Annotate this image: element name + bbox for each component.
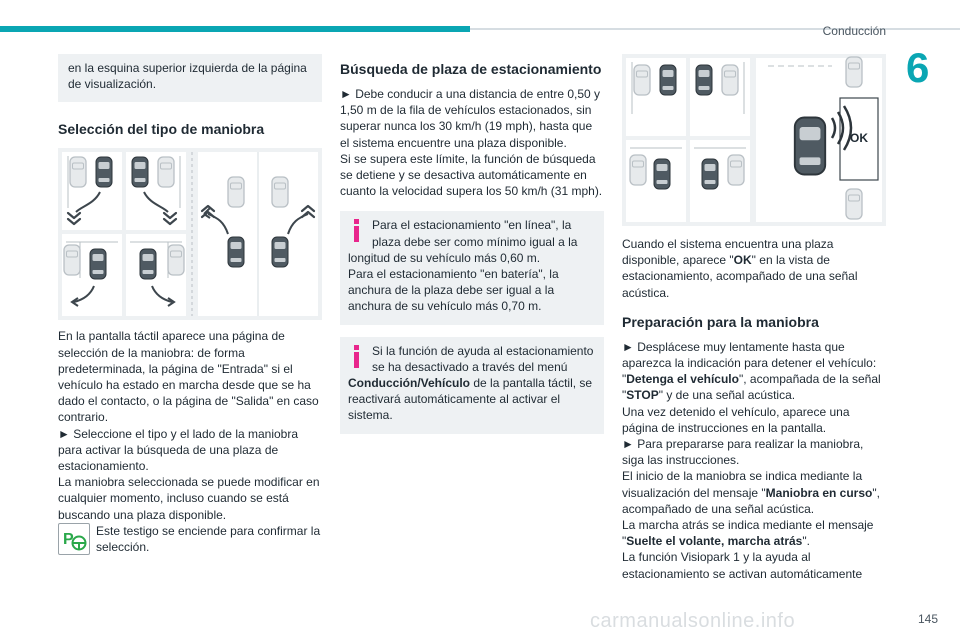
chapter-number: 6 [906, 44, 930, 91]
page-number: 145 [917, 612, 938, 626]
col3-p5-msg: Maniobra en curso [765, 485, 873, 500]
header-rule [470, 28, 960, 30]
col3-p5-post: ", acompañado de una señal acústica. [622, 485, 880, 516]
col3-p2-stop: STOP [626, 388, 659, 403]
col1-paragraph-3: La maniobra seleccionada se puede modificar en cualquier momento, incluso cuando se está buscando una plaza disponible. [58, 475, 320, 522]
maneuver-selection-figure [58, 148, 322, 320]
col1-paragraph-1: En la pantalla táctil aparece una página de selección de la maniobra: de forma predeterminada, la página de "Entrada" si el vehículo ha estado en marcha desde que se ha dado el contacto, o la página de "Salida" en caso contrario. [58, 329, 319, 425]
col1-paragraph-2: ► Seleccione el tipo y el lado de la maniobra para activar la búsqueda de una plaza de estacionamiento. [58, 426, 299, 474]
chapter-title: Conducción [822, 24, 886, 38]
col3-p5-pre: El inicio de la maniobra se indica mediante la visualización del mensaje " [622, 469, 863, 500]
col3-p1-ok: OK [733, 253, 752, 268]
heading-space-search: Búsqueda de plaza de estacionamiento [340, 61, 602, 77]
column-2 [340, 54, 604, 434]
col3-p6-post: ". [802, 534, 810, 549]
column-1 [58, 54, 322, 555]
maneuver-diagram [58, 148, 322, 320]
col2-paragraph-2: Si se supera este límite, la función de búsqueda se detiene y se desactiva automáticamente en cuanto la velocidad supera los 50 km/h (31 mph). [340, 151, 603, 199]
note2-text-pre: Si la función de ayuda al estacionamiento se ha desactivado a través del menú [372, 343, 594, 374]
col3-paragraph-5 [622, 468, 886, 517]
info-note-reactivation-text [348, 343, 596, 424]
header-accent-bar [0, 26, 470, 32]
col3-paragraph-4: ► Para prepararse para realizar la maniobra, siga las instrucciones. [622, 437, 864, 468]
info-note-line: Para el estacionamiento "en línea", la plaza debe ser como mínimo igual a la longitud de su vehículo más 0,60 m. [348, 218, 578, 265]
witness-light-row [58, 523, 322, 555]
column-3 [622, 54, 886, 582]
info-icon [348, 343, 366, 369]
col3-p2-post: " y de una señal acústica. [658, 388, 796, 403]
parking-witness-icon [58, 523, 90, 555]
col3-paragraph-3: Una vez detenido el vehículo, aparece una página de instrucciones en la pantalla. [622, 404, 850, 435]
note2-menu-name: Conducción/Vehículo [348, 376, 471, 391]
col3-paragraph-7: La función Visiopark 1 y la ayuda al estacionamiento se activan automáticamente [622, 550, 863, 581]
info-note-reactivation [340, 337, 604, 434]
col3-p6-pre: La marcha atrás se indica mediante el mensaje " [622, 518, 874, 549]
watermark: carmanualsonline.info [590, 610, 796, 632]
col3-paragraph-1 [622, 236, 886, 301]
space-found-figure [622, 54, 886, 226]
intro-note-text: en la esquina superior izquierda de la página de visualización. [68, 61, 307, 92]
info-note-space-size [340, 211, 604, 324]
col2-paragraph-1: ► Debe conducir a una distancia de entre 0,50 y 1,50 m de la fila de vehículos estacionados, sin superar nunca los 30 km/h (19 mph), hasta que el sistema encuentre una plaza disponible. [340, 87, 601, 150]
info-note-battery: Para el estacionamiento "en batería", la anchura de la plaza debe ser igual a la anchura de su vehículo más 0,70 m. [348, 267, 559, 314]
info-icon [348, 217, 366, 243]
col3-p2-pre: ► Desplácese muy lentamente hasta que aparezca la indicación para detener el vehículo: " [622, 339, 877, 387]
col3-p2-stop-msg: Detenga el vehículo [626, 372, 739, 387]
heading-maneuver-selection: Selección del tipo de maniobra [58, 121, 265, 138]
space-found-diagram [622, 54, 886, 226]
note2-text-post: de la pantalla táctil, se reactivará automáticamente al activar el sistema. [348, 376, 593, 423]
col3-p6-msg: Suelte el volante, marcha atrás [626, 534, 803, 549]
heading-maneuver-preparation: Preparación para la maniobra [622, 313, 819, 330]
witness-light-text: Este testigo se enciende para confirmar la selección. [96, 523, 321, 555]
ok-label: OK [850, 131, 868, 145]
col3-p2-mid: ", acompañada de la señal " [622, 372, 881, 403]
svg-text:P: P [63, 530, 74, 548]
col3-p1-post: " en la vista de estacionamiento, acompañado de una señal acústica. [622, 253, 858, 300]
intro-note [58, 54, 322, 102]
col3-p1-pre: Cuando el sistema encuentra una plaza disponible, aparece " [622, 237, 834, 268]
col3-paragraph-6 [622, 517, 886, 549]
col3-paragraph-2 [622, 339, 886, 404]
